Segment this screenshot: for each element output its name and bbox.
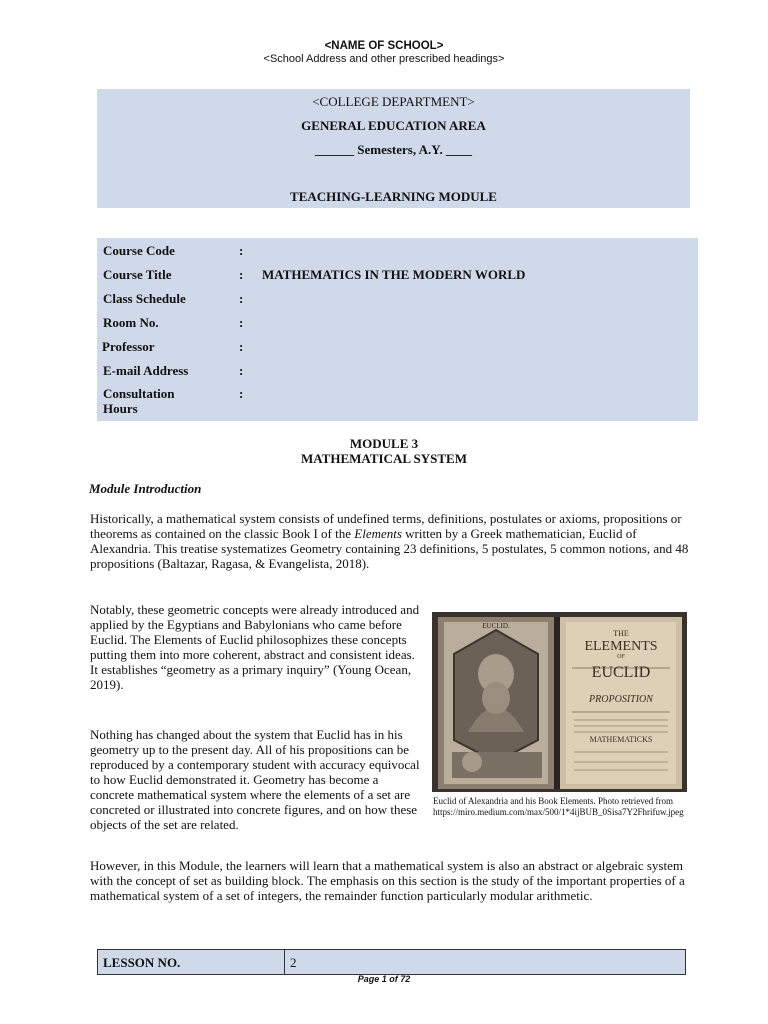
department-name: <COLLEGE DEPARTMENT> (312, 94, 475, 109)
module-type: TEACHING-LEARNING MODULE (290, 189, 497, 204)
course-title-label: Course Title (103, 267, 172, 282)
module-title: MATHEMATICAL SYSTEM (300, 451, 467, 466)
class-schedule-label: Class Schedule (103, 291, 186, 306)
semester-line: ______ Semesters, A.Y. ____ (315, 142, 472, 157)
photo-left-label: EUCLID. (482, 622, 510, 630)
colon: : (239, 363, 244, 378)
page-number: Page 1 of 72 (357, 974, 411, 984)
lesson-table (97, 949, 686, 975)
email-address-label: E-mail Address (103, 363, 189, 378)
colon: : (239, 339, 244, 354)
colon: : (239, 291, 244, 306)
photo-right-line: MATHEMATICKS (589, 735, 653, 744)
paragraph-text: written by a Greek mathematician, Euclid of Alexandria. This treatise systematizes Geometry containing 23 definitions, 5 postulates, 5 common notions, and 48 propositions (Baltazar, Ragasa, & Evangelista, 2018). (90, 526, 689, 571)
course-code-label: Course Code (103, 243, 175, 258)
intro-paragraph-1 (90, 511, 690, 571)
room-no-label: Room No. (103, 315, 159, 330)
intro-paragraph-4: However, in this Module, the learners will learn that a mathematical system is also an abstract or algebraic system with the concept of set as building block. The emphasis on this section is the study of the important properties of a mathematical system of a set of integers, the remainder function particularly modular arithmetic. (90, 858, 685, 903)
euclid-book-photo (432, 612, 687, 792)
photo-right-line: PROPOSITION (589, 694, 653, 705)
lesson-number: 2 (290, 955, 297, 970)
module-introduction-heading: Module Introduction (89, 481, 202, 496)
photo-right-line: THE (613, 629, 629, 638)
colon: : (239, 243, 244, 258)
module-number: MODULE 3 (349, 436, 419, 451)
title-box (97, 89, 690, 208)
colon: : (239, 386, 244, 401)
photo-right-line: OF (617, 654, 625, 660)
lesson-label: LESSON NO. (103, 955, 181, 970)
colon: : (239, 267, 244, 282)
paragraph-text: Historically, a mathematical system consists of undefined terms, definitions, postulates or axioms, propositions or theorems as contained on the classic Book I of the (90, 511, 682, 541)
professor-label: Professor (102, 339, 155, 354)
photo-right-line: EUCLID (591, 664, 651, 681)
lesson-label-cell (98, 950, 285, 974)
photo-caption: Euclid of Alexandria and his Book Elements. Photo retrieved from https://miro.medium.com/max/500/1*4ijBUB_0Sisa7Y2Fhrifuw.jpeg (433, 796, 684, 817)
euclid-book-illustration (432, 612, 687, 792)
colon: : (239, 315, 244, 330)
photo-right-line: ELEMENTS (584, 639, 658, 654)
school-name: <NAME OF SCHOOL> (324, 40, 444, 52)
school-address: <School Address and other prescribed headings> (263, 53, 505, 65)
course-info-box (97, 238, 698, 421)
module-heading (0, 436, 768, 466)
consultation-hours-label: Consultation Hours (103, 386, 175, 416)
education-area: GENERAL EDUCATION AREA (301, 118, 486, 133)
elements-emphasis: Elements (354, 526, 402, 541)
intro-paragraph-3: Nothing has changed about the system that Euclid has in his geometry up to the present day. All of his propositions can be reproduced by a contemporary student with accuracy equivocal to how Euclid demonstrated it. Geometry has become a concrete mathematical system where the elements of a set are concreted or illustrated into concrete figures, and on how these objects of the set are related. (90, 727, 420, 832)
course-title-value: MATHEMATICS IN THE MODERN WORLD (262, 267, 526, 282)
intro-paragraph-2: Notably, these geometric concepts were already introduced and applied by the Egyptians and Babylonians who came before Euclid. The Elements of Euclid philosophizes these concepts putting them into more coherent, abstract and consistent ideas. It establishes “geometry as a primary inquiry” (Young Ocean, 2019). (90, 602, 420, 692)
